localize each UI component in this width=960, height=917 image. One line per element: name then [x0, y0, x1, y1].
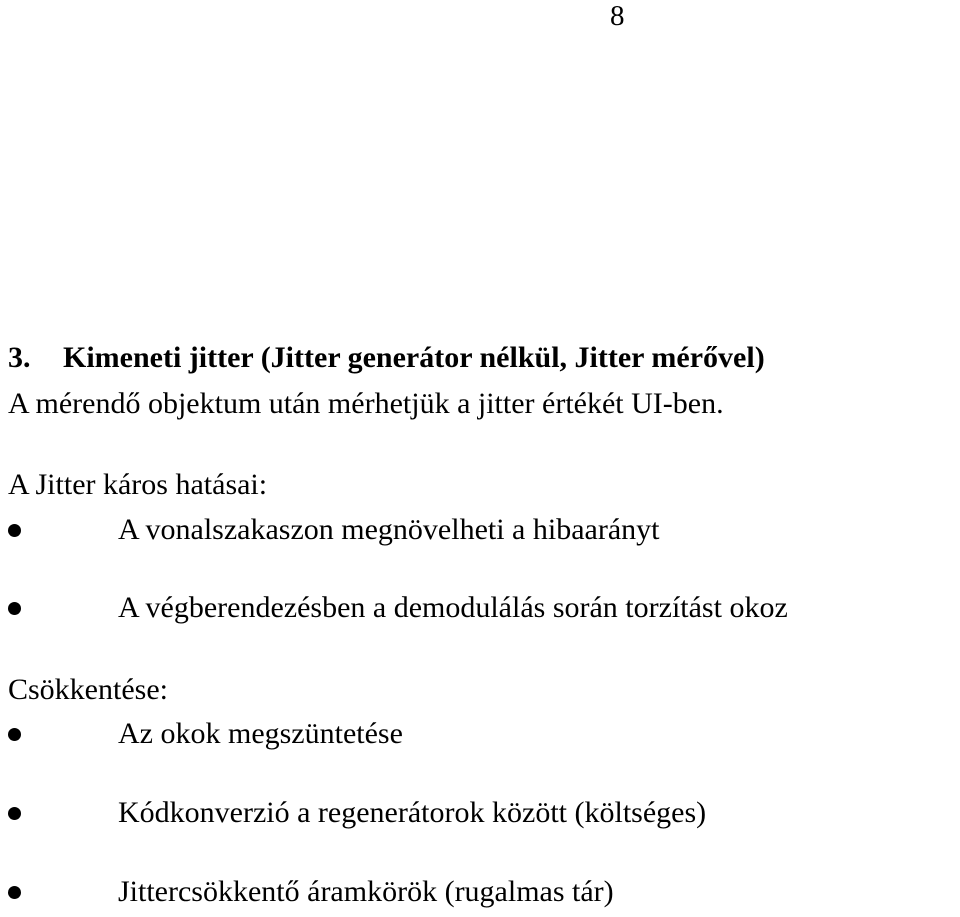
section-number: 3. [8, 341, 31, 374]
list-item-text: A vonalszakaszon megnövelheti a hibaarányt [118, 513, 660, 546]
section-title [8, 340, 765, 376]
list-item-text: Az okok megszüntetése [118, 717, 403, 750]
bullet-icon [8, 728, 21, 741]
bullet-icon [8, 524, 21, 537]
effects-heading: A Jitter káros hatásai: [8, 468, 268, 501]
list-item-text: Jittercsökkentő áramkörök (rugalmas tár) [118, 875, 614, 908]
page-number: 8 [610, 0, 625, 32]
bullet-icon [8, 807, 21, 820]
section-intro: A mérendő objektum után mérhetjük a jitter értékét UI-ben. [8, 387, 724, 420]
reduction-heading: Csökkentése: [8, 673, 168, 706]
bullet-icon [8, 886, 21, 899]
list-item-text: A végberendezésben a demodulálás során torzítást okoz [118, 591, 788, 624]
section-title-text: Kimeneti jitter (Jitter generátor nélkül, Jitter mérővel) [63, 341, 765, 374]
bullet-icon [8, 602, 21, 615]
list-item-text: Kódkonverzió a regenerátorok között (költséges) [118, 796, 707, 829]
